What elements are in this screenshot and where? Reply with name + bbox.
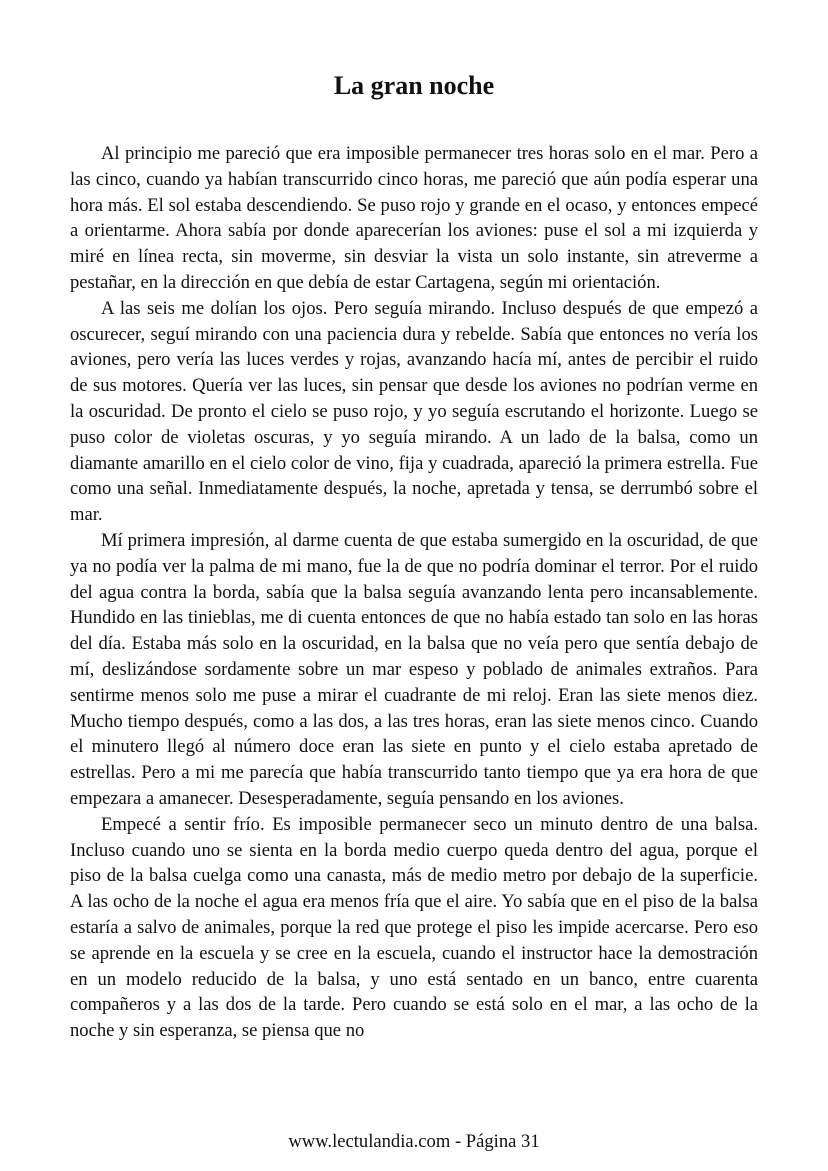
paragraph: Mí primera impresión, al darme cuenta de que estaba sumergido en la oscuridad, de que ya no podía ver la palma de mi mano, fue la de que no podría dominar el terror. Por el ruido del agua contra la borda, sabía que la balsa seguía avanzando lenta pero incansablemente. Hundido en las tinieblas, me di cuenta entonces de que no había estado tan solo en las horas del día. Estaba más solo en la oscuridad, en la balsa que no veía pero que sentía debajo de mí, deslizándose sordamente sobre un mar espeso y poblado de animales extraños. Para sentirme menos solo me puse a mirar el cuadrante de mi reloj. Eran las siete menos diez. Mucho tiempo después, como a las dos, a las tres horas, eran las siete menos cinco. Cuando el minutero llegó al número doce eran las siete en punto y el cielo estaba apretado de estrellas. Pero a mi me parecía que había transcurrido tanto tiempo que ya era hora de que empezara a amanecer. Desesperadamente, seguía pensando en los aviones.: [70, 529, 758, 809]
paragraph: Empecé a sentir frío. Es imposible permanecer seco un minuto dentro de una balsa. Incluso cuando uno se sienta en la borda medio cuerpo queda dentro del agua, porque el piso de la balsa cuelga como una canasta, más de medio metro por debajo de la superficie. A las ocho de la noche el agua era menos fría que el aire. Yo sabía que en el piso de la balsa estaría a salvo de animales, porque la red que protege el piso les impide acercarse. Pero eso se aprende en la escuela y se cree en la escuela, cuando el instructor hace la demostración en un modelo reducido de la balsa, y uno está sentado en un banco, entre cuarenta compañeros y a las dos de la tarde. Pero cuando se está solo en el mar, a las ocho de la noche y sin esperanza, se piensa que no: [70, 813, 758, 1042]
chapter-title: La gran noche: [333, 71, 495, 100]
body-text: [70, 141, 758, 1044]
paragraph: A las seis me dolían los ojos. Pero seguía mirando. Incluso después de que empezó a oscurecer, seguí mirando con una paciencia dura y rebelde. Sabía que entonces no vería los aviones, pero vería las luces verdes y rojas, avanzando hacía mí, antes de percibir el ruido de sus motores. Quería ver las luces, sin pensar que desde los aviones no podrían verme en la oscuridad. De pronto el cielo se puso rojo, y yo seguía escrutando el horizonte. Luego se puso color de violetas oscuras, y yo seguía mirando. A un lado de la balsa, como un diamante amarillo en el cielo color de vino, fija y cuadrada, apareció la primera estrella. Fue como una señal. Inmediatamente después, la noche, apretada y tensa, se derrumbó sobre el mar.: [70, 297, 758, 526]
paragraph: Al principio me pareció que era imposible permanecer tres horas solo en el mar. Pero a las cinco, cuando ya habían transcurrido cinco horas, me pareció que aún podía esperar una hora más. El sol estaba descendiendo. Se puso rojo y grande en el ocaso, y entonces empecé a orientarme. Ahora sabía por donde aparecerían los aviones: puse el sol a mi izquierda y miré en línea recta, sin moverme, sin desviar la vista un solo instante, sin atreverme a pestañar, en la dirección en que debía de estar Cartagena, según mi orientación.: [70, 143, 758, 293]
page-footer: www.lectulandia.com - Página 31: [288, 1131, 540, 1152]
